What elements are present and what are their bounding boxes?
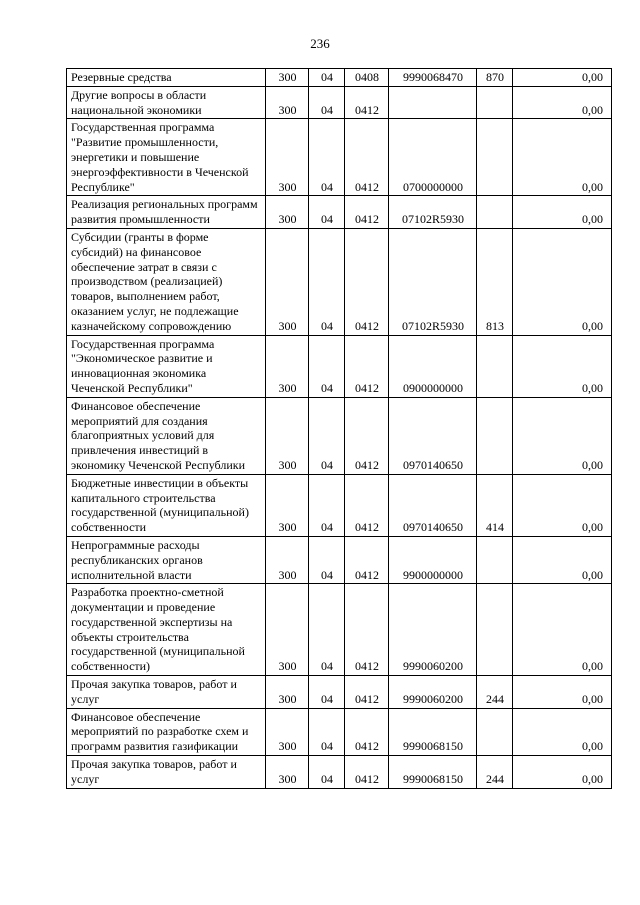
chief-administrator-code: 300 — [266, 584, 309, 676]
table-row — [67, 756, 612, 789]
amount: 0,00 — [513, 536, 612, 583]
expense-name: Другие вопросы в области национальной экономики — [67, 86, 266, 119]
expense-type-code — [477, 335, 513, 397]
expense-name: Субсидии (гранты в форме субсидий) на финансовое обеспечение затрат в связи с производством (реализацией) товаров, выполнением работ, оказанием услуг, не подлежащие казначейскому сопровождению — [67, 228, 266, 335]
section-code: 04 — [309, 708, 345, 755]
section-code: 04 — [309, 397, 345, 474]
section-code: 04 — [309, 196, 345, 229]
subsection-code: 0412 — [345, 676, 389, 709]
expense-name: Прочая закупка товаров, работ и услуг — [67, 756, 266, 789]
expense-type-code — [477, 86, 513, 119]
target-article-code: 0970140650 — [389, 474, 477, 536]
expense-name: Государственная программа "Экономическое развитие и инновационная экономика Чеченской Республики" — [67, 335, 266, 397]
chief-administrator-code: 300 — [266, 397, 309, 474]
chief-administrator-code: 300 — [266, 756, 309, 789]
chief-administrator-code: 300 — [266, 708, 309, 755]
section-code: 04 — [309, 756, 345, 789]
expense-name: Реализация региональных программ развития промышленности — [67, 196, 266, 229]
target-article-code: 07102R5930 — [389, 196, 477, 229]
table-row — [67, 584, 612, 676]
subsection-code: 0412 — [345, 756, 389, 789]
amount: 0,00 — [513, 335, 612, 397]
chief-administrator-code: 300 — [266, 676, 309, 709]
expense-name: Непрограммные расходы республиканских органов исполнительной власти — [67, 536, 266, 583]
amount: 0,00 — [513, 584, 612, 676]
amount: 0,00 — [513, 676, 612, 709]
expense-name: Государственная программа "Развитие промышленности, энергетики и повышение энергоэффективности в Чеченской Республике" — [67, 119, 266, 196]
subsection-code: 0408 — [345, 69, 389, 87]
table-row — [67, 676, 612, 709]
table-row — [67, 474, 612, 536]
table-row — [67, 536, 612, 583]
section-code: 04 — [309, 335, 345, 397]
section-code: 04 — [309, 228, 345, 335]
subsection-code: 0412 — [345, 584, 389, 676]
chief-administrator-code: 300 — [266, 69, 309, 87]
section-code: 04 — [309, 86, 345, 119]
amount: 0,00 — [513, 756, 612, 789]
amount: 0,00 — [513, 196, 612, 229]
chief-administrator-code: 300 — [266, 196, 309, 229]
expense-type-code — [477, 196, 513, 229]
expense-type-code: 813 — [477, 228, 513, 335]
target-article-code: 9990060200 — [389, 584, 477, 676]
expense-type-code: 244 — [477, 676, 513, 709]
expense-name: Финансовое обеспечение мероприятий для создания благоприятных условий для привлечения инвестиций в экономику Чеченской Республики — [67, 397, 266, 474]
subsection-code: 0412 — [345, 397, 389, 474]
table-row — [67, 708, 612, 755]
subsection-code: 0412 — [345, 474, 389, 536]
subsection-code: 0412 — [345, 86, 389, 119]
target-article-code: 0970140650 — [389, 397, 477, 474]
table-row — [67, 397, 612, 474]
expense-type-code — [477, 119, 513, 196]
amount: 0,00 — [513, 119, 612, 196]
expense-type-code: 870 — [477, 69, 513, 87]
table-row — [67, 69, 612, 87]
target-article-code — [389, 86, 477, 119]
amount: 0,00 — [513, 86, 612, 119]
subsection-code: 0412 — [345, 536, 389, 583]
section-code: 04 — [309, 119, 345, 196]
expense-type-code — [477, 397, 513, 474]
section-code: 04 — [309, 474, 345, 536]
expense-name: Прочая закупка товаров, работ и услуг — [67, 676, 266, 709]
expense-name: Разработка проектно-сметной документации и проведение государственной экспертизы на объекты строительства государственной (муниципальной собственности) — [67, 584, 266, 676]
table-row — [67, 335, 612, 397]
expense-name: Резервные средства — [67, 69, 266, 87]
table-body — [67, 69, 612, 789]
target-article-code: 9900000000 — [389, 536, 477, 583]
expense-type-code — [477, 536, 513, 583]
budget-table — [66, 68, 612, 789]
chief-administrator-code: 300 — [266, 536, 309, 583]
subsection-code: 0412 — [345, 335, 389, 397]
target-article-code: 9990068470 — [389, 69, 477, 87]
expense-name: Бюджетные инвестиции в объекты капитального строительства государственной (муниципальной) собственности — [67, 474, 266, 536]
target-article-code: 9990068150 — [389, 756, 477, 789]
target-article-code: 0900000000 — [389, 335, 477, 397]
expense-name: Финансовое обеспечение мероприятий по разработке схем и программ развития газификации — [67, 708, 266, 755]
expense-type-code — [477, 584, 513, 676]
chief-administrator-code: 300 — [266, 474, 309, 536]
table-row — [67, 228, 612, 335]
chief-administrator-code: 300 — [266, 228, 309, 335]
expense-type-code: 414 — [477, 474, 513, 536]
table-row — [67, 196, 612, 229]
section-code: 04 — [309, 676, 345, 709]
chief-administrator-code: 300 — [266, 119, 309, 196]
table-row — [67, 86, 612, 119]
target-article-code: 9990068150 — [389, 708, 477, 755]
amount: 0,00 — [513, 228, 612, 335]
amount: 0,00 — [513, 397, 612, 474]
subsection-code: 0412 — [345, 228, 389, 335]
section-code: 04 — [309, 536, 345, 583]
chief-administrator-code: 300 — [266, 335, 309, 397]
amount: 0,00 — [513, 708, 612, 755]
amount: 0,00 — [513, 69, 612, 87]
expense-type-code: 244 — [477, 756, 513, 789]
target-article-code: 0700000000 — [389, 119, 477, 196]
table-row — [67, 119, 612, 196]
target-article-code: 07102R5930 — [389, 228, 477, 335]
subsection-code: 0412 — [345, 708, 389, 755]
subsection-code: 0412 — [345, 196, 389, 229]
section-code: 04 — [309, 584, 345, 676]
amount: 0,00 — [513, 474, 612, 536]
section-code: 04 — [309, 69, 345, 87]
chief-administrator-code: 300 — [266, 86, 309, 119]
subsection-code: 0412 — [345, 119, 389, 196]
target-article-code: 9990060200 — [389, 676, 477, 709]
page-number: 236 — [310, 36, 330, 51]
expense-type-code — [477, 708, 513, 755]
